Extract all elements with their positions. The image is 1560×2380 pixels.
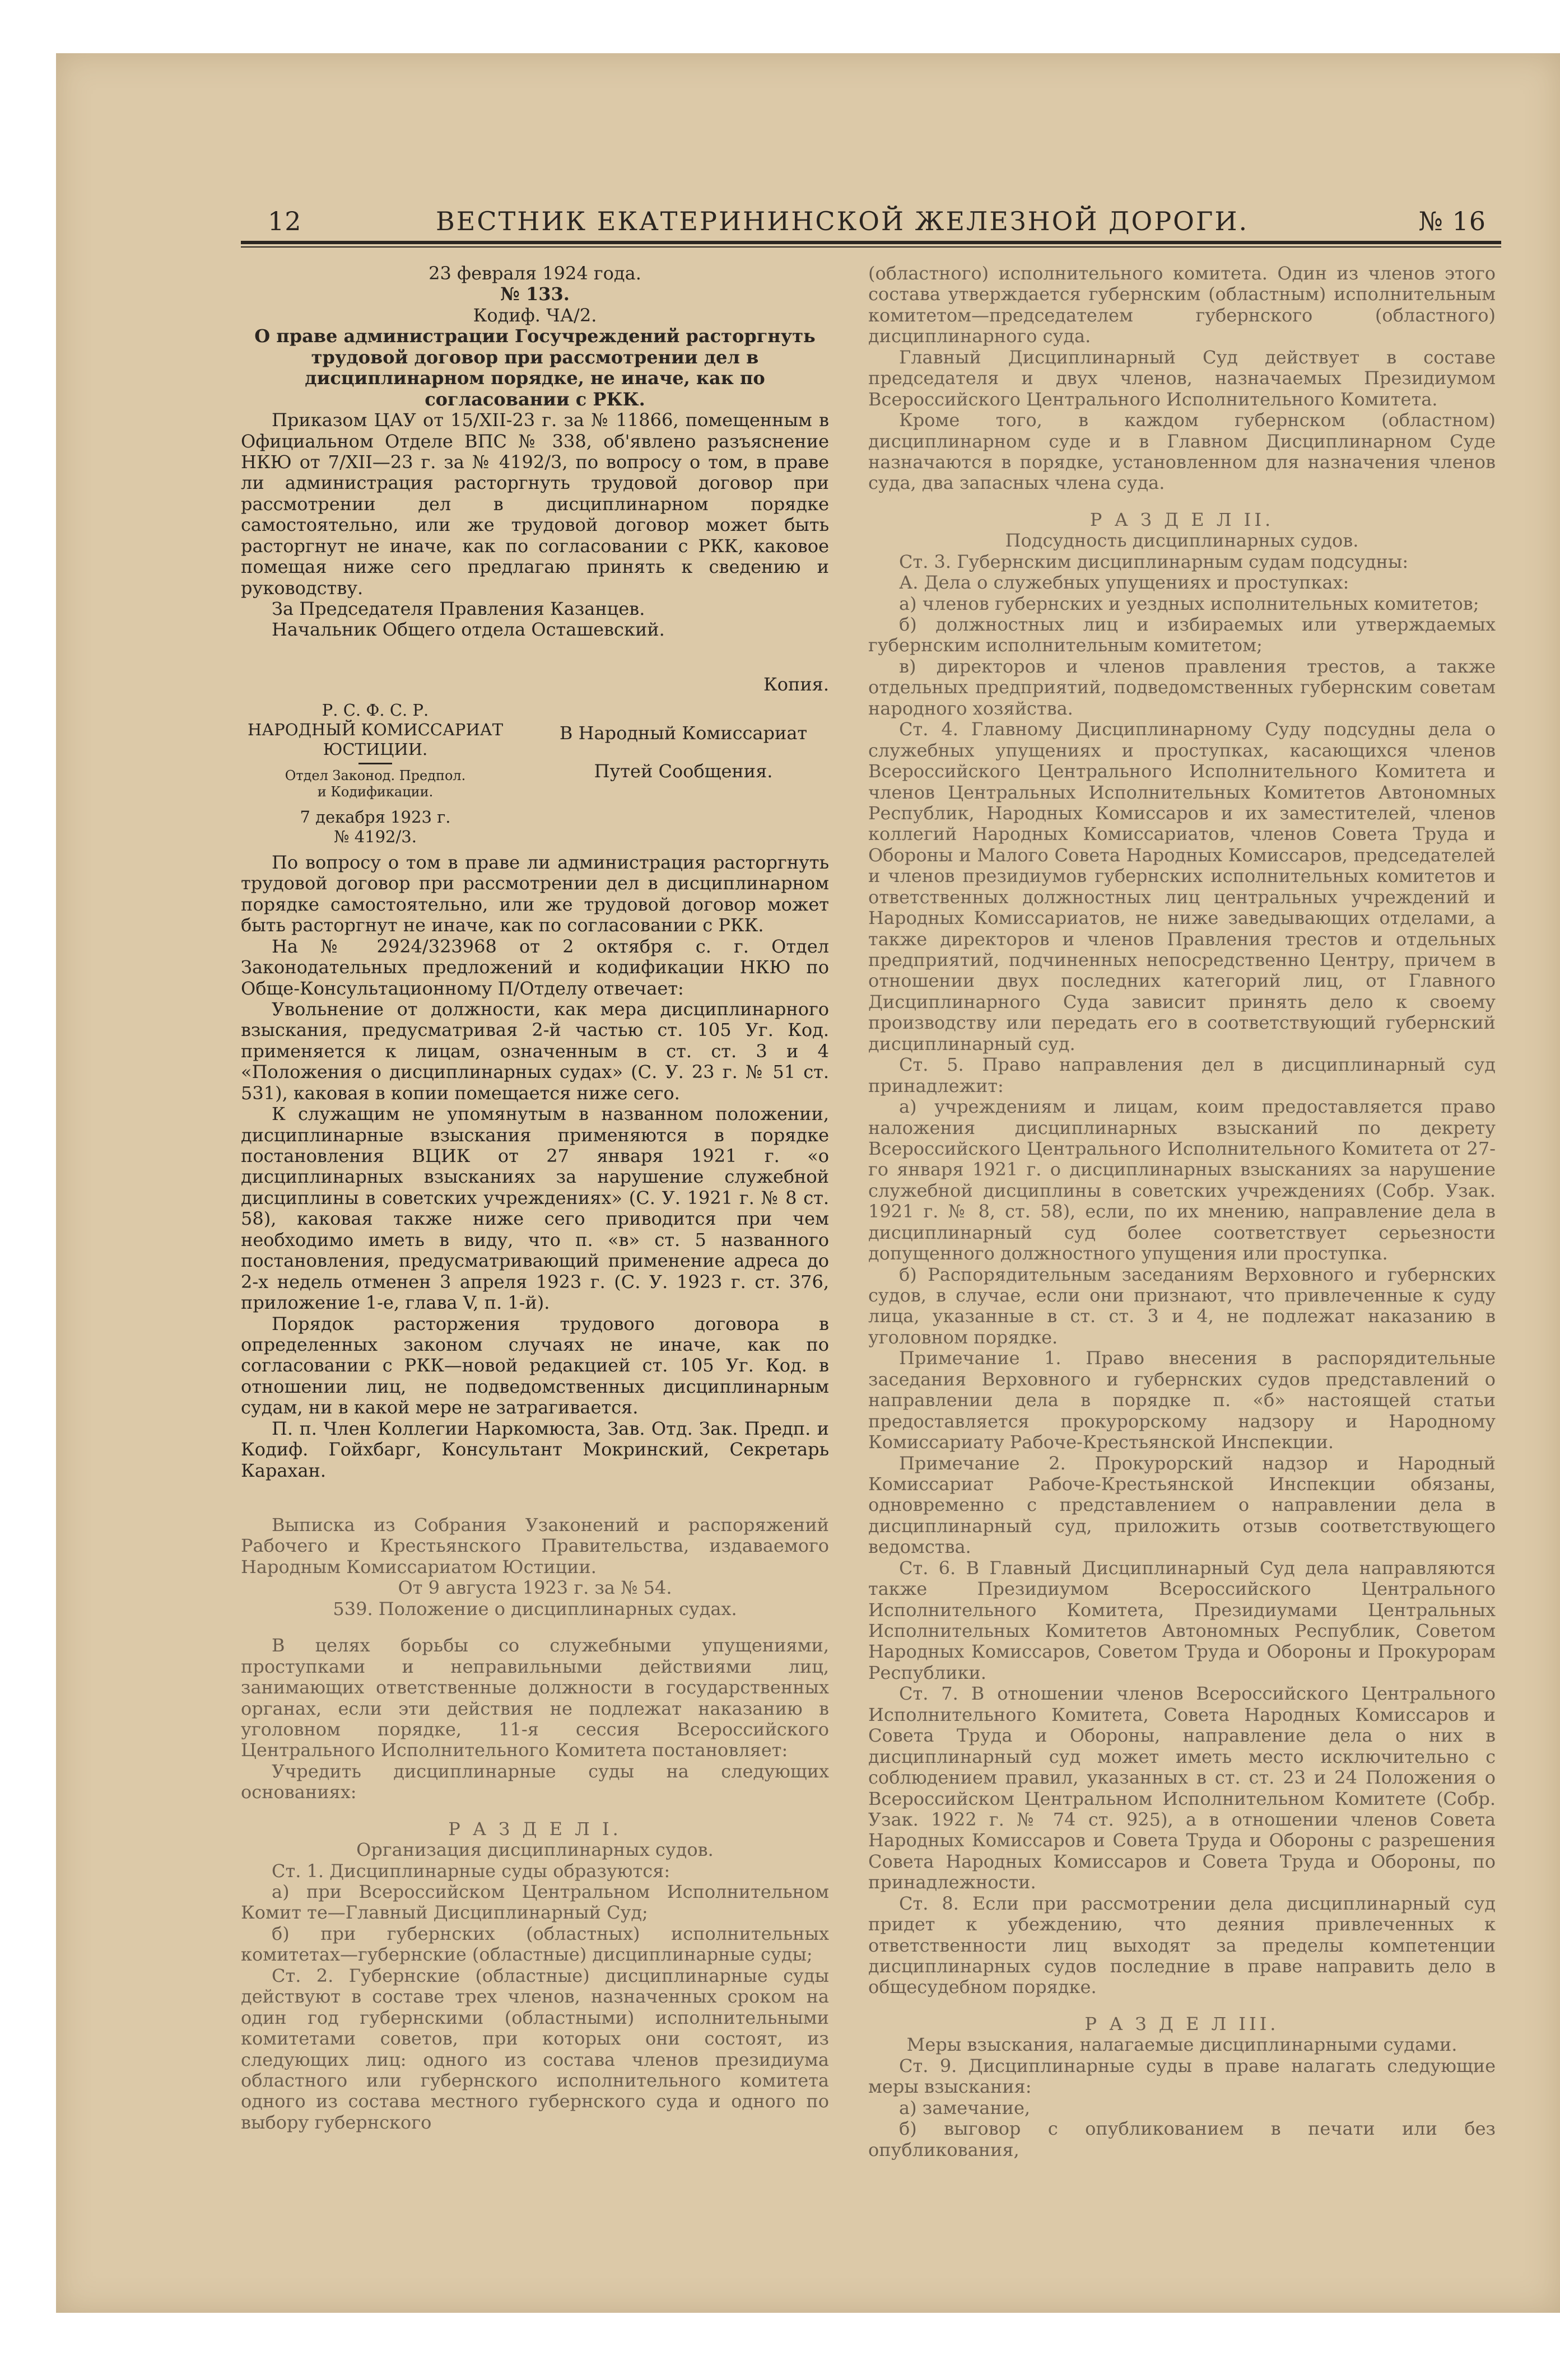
section-heading: Р А З Д Е Л III. (1084, 2013, 1279, 2034)
page-header (268, 206, 1486, 235)
paragraph: Приказом ЦАУ от 15/XII-23 г. за № 11866, помещенным в Официальном Отделе ВПС № 338, об'явлено разъяснение НКЮ от 7/XII—23 г. за № 4192/3, по вопросу о том, в праве ли администрация расторгнуть трудовой договор при рассмотрении дел в дисциплинарном порядке самостоятельно, или же трудовой договор может быть расторгнут не иначе, как по согласовании с РКК, каковое помещая ниже сего предлагаю принять к сведению и руководству. (241, 409, 829, 599)
letterhead-line: и Кодификации. (317, 783, 434, 800)
paragraph: б) должностных лиц и избираемых или утверждаемых губернским исполнительным комитетом; (868, 614, 1496, 656)
paragraph: Главный Дисциплинарный Суд действует в составе председателя и двух членов, назначаемых Президиумом Всероссийского Центрального Исполнительного Комитета. (868, 346, 1496, 410)
paragraph: А. Дела о служебных упущениях и проступках: (899, 572, 1349, 594)
letterhead-line: ЮСТИЦИИ. (323, 739, 428, 759)
paragraph: Ст. 1. Дисциплинарные суды образуются: (272, 1860, 670, 1882)
paragraph: 539. Положение о дисциплинарных судах. (333, 1598, 737, 1620)
paragraph: а) замечание, (899, 2097, 1031, 2118)
paragraph: Ст. 8. Если при рассмотрении дела дисциплинарный суд придет к убеждению, что деяния привлеченных к ответственности лиц выходят за пределы компетенции дисциплинарных судов последние в праве направить дело в общесудебном порядке. (868, 1892, 1496, 1998)
signature-chairman: За Председателя Правления Казанцев. (272, 598, 645, 619)
paragraph: Ст. 6. В Главный Дисциплинарный Суд дела направляются также Президиумом Всероссийского Центрального Исполнительного Комитета, Президиумами Центральных Исполнительных Комитетов Автономных Республик, Советом Народных Комиссаров, Советом Труда и Обороны и Прокурорам Республики. (868, 1557, 1496, 1683)
letterhead-divider (358, 763, 392, 764)
paragraph: а) членов губернских и уездных исполнительных комитетов; (899, 592, 1479, 614)
paragraph: К служащим не упомянутым в названном положении, дисциплинарные взыскания применяются в порядке постановления ВЦИК от 27 января 1921 г. «о дисциплинарных взысканиях за нарушение служебной дисциплины в советских учреждениях» (С. У. 1921 г. № 8 ст. 58), каковая также ниже сего приводится при чем необходимо иметь в виду, что п. «в» ст. 5 названного постановления, предусматривающий применение адреса до 2-х недель отменен 3 апреля 1923 г. (С. У. 1923 г. ст. 376, приложение 1-е, глава V, п. 1-й). (241, 1103, 829, 1314)
paragraph: Увольнение от должности, как мера дисциплинарного взыскания, предусматривая 2-й частью ст. 105 Уг. Код. применяется к лицам, означенным в ст. ст. 3 и 4 «Положения о дисциплинарных судах» (С. У. 23 г. № 51 ст. 531), каковая в копии помещается ниже сего. (241, 998, 829, 1104)
paragraph: П. п. Член Коллегии Наркомюста, Зав. Отд. Зак. Предп. и Кодиф. Гойхбарг, Консультант Мокринский, Секретарь Карахан. (241, 1417, 829, 1481)
section-heading: Р А З Д Е Л II. (1089, 508, 1274, 530)
paragraph: В целях борьбы со служебными упущениями, проступками и неправильными действиями лиц, занимающих ответственные должности в государственных органах, если эти действия не подлежат наказанию в уголовном порядке, 11-я сессия Всероссийского Центрального Исполнительного Комитета постановляет: (241, 1635, 829, 1761)
paragraph: Учредить дисциплинарные суды на следующих основаниях: (241, 1760, 829, 1803)
paragraph: Ст. 7. В отношении членов Всероссийского Центрального Исполнительного Комитета, Совета Народных Комиссаров и Совета Труда и Обороны, направление дела о них в дисциплинарный суд может иметь место исключительно с соблюдением правил, указанных в ст. ст. 23 и 24 Положения о Всероссийском Центральном Исполнительном Комитете (Собр. Узак. 1922 г. № 74 ст. 925), а в отношении членов Совета Народных Комиссаров и Совета Труда и Обороны с разрешения Совета Народных Комиссаров и Совета Труда и Обороны, по принадлежности. (868, 1683, 1496, 1893)
paragraph: Ст. 3. Губернским дисциплинарным судам подсудны: (899, 550, 1409, 572)
paragraph: а) при Всероссийском Центральном Исполнительном Комит те—Главный Дисциплинарный Суд; (241, 1881, 829, 1924)
paragraph: Ст. 9. Дисциплинарные суды в праве налагать следующие меры взыскания: (868, 2055, 1496, 2098)
page-number: 12 (268, 206, 302, 236)
letterhead-block (241, 701, 829, 847)
paragraph: Кроме того, в каждом губернском (областном) дисциплинарном суде и в Главном Дисциплинарном Суде назначаются в порядке, установленном для назначения членов суда, два запасных члена суда. (868, 409, 1496, 494)
left-column (241, 263, 829, 2133)
issue-number: № 16 (1418, 206, 1486, 236)
order-code: Кодиф. ЧА/2. (473, 304, 597, 326)
paragraph: Выписка из Собрания Узаконений и распоряжений Рабочего и Крестьянского Правительства, издаваемого Народным Комиссариатом Юстиции. (241, 1514, 829, 1578)
paragraph: а) учреждениям и лицам, коим предоставляется право наложения дисциплинарных взысканий по декрету Всероссийского Центрального Исполнительного Комитета от 27-го января 1921 г. о дисциплинарных взысканиях за нарушение служебной дисциплины в советских учреждениях (Собр. Узак. 1921 г. № 8, ст. 58), если, по их мнению, направление дела в дисциплинарный суд более соответствует серьезности допущенного должностного упущения или проступка. (868, 1096, 1496, 1264)
paragraph: На № 2924/323968 от 2 октября с. г. Отдел Законодательных предложений и кодификации НКЮ по Обще-Консультационному П/Отделу отвечает: (241, 935, 829, 999)
paragraph: От 9 августа 1923 г. за № 54. (398, 1577, 672, 1599)
letterhead (241, 701, 510, 847)
addressee (538, 701, 829, 847)
header-rule-thin (241, 246, 1501, 248)
section-title: Меры взыскания, налагаемые дисциплинарными судами. (906, 2034, 1457, 2056)
paragraph: б) Распорядительным заседаниям Верховного и губернских судов, в случае, если они признают, что привлеченные к суду лица, указанные в ст. ст. 3 и 4, не подлежат наказанию в уголовном порядке. (868, 1263, 1496, 1348)
paragraph: Примечание 1. Право внесения в распорядительные заседания Верховного и губернских судов представлений о направлении дела в порядке п. «б» настоящей статьи предоставляется прокурорскому надзору и Народному Комиссариату Рабоче-Крестьянской Инспекции. (868, 1347, 1496, 1453)
addressee-line: Путей Сообщения. (594, 760, 773, 782)
paragraph: б) выговор с опубликованием в печати или без опубликования, (868, 2118, 1496, 2160)
paragraph: в) директоров и членов правления трестов, а также отдельных предприятий, подведомственных губернским советам народного хозяйства. (868, 655, 1496, 719)
paragraph: Ст. 5. Право направления дел в дисциплинарный суд принадлежит: (868, 1054, 1496, 1096)
letterhead-line: Р. С. Ф. С. Р. (322, 701, 429, 720)
paragraph: б) при губернских (областных) исполнительных комитетах—губернские (областные) дисциплинарные суды; (241, 1922, 829, 1966)
section-title: Подсудность дисциплинарных судов. (1005, 530, 1359, 552)
order-number: № 133. (500, 283, 570, 305)
copy-label: Копия. (763, 673, 829, 695)
signature-head: Начальник Общего отдела Осташевский. (272, 619, 665, 641)
addressee-line: В Народный Комиссариат (559, 722, 808, 744)
letterhead-number: № 4192/3. (334, 827, 417, 847)
newspaper-title: ВЕСТНИК ЕКАТЕРИНИНСКОЙ ЖЕЛЕЗНОЙ ДОРОГИ. (436, 206, 1249, 236)
paragraph: Порядок расторжения трудового договора в определенных законом случаях не иначе, как по согласовании с РКК—новой редакцией ст. 105 Уг. Код. в отношении лиц, не подведомственных дисциплинарным судам, ни в какой мере не затрагивается. (241, 1313, 829, 1418)
letterhead-line: Отдел Законод. Предпол. (285, 767, 466, 783)
paragraph: Примечание 2. Прокурорский надзор и Народный Комиссариат Рабоче-Крестьянской Инспекции обязаны, одновременно с представлением о направлении дела в дисциплинарный суд, приложить отзыв соответствующего ведомства. (868, 1452, 1496, 1558)
right-column (868, 263, 1496, 2160)
section-heading: Р А З Д Е Л I. (448, 1818, 622, 1840)
section-title: Организация дисциплинарных судов. (356, 1839, 714, 1861)
paragraph: (областного) исполнительного комитета. Один из членов этого состава утверждается губернским (областным) исполнительным комитетом—председателем губернского (областного) дисциплинарного суда. (868, 263, 1496, 347)
order-date: 23 февраля 1924 года. (429, 263, 641, 284)
letterhead-date: 7 декабря 1923 г. (300, 808, 451, 827)
letterhead-line: НАРОДНЫЙ КОМИССАРИАТ (247, 720, 504, 740)
paragraph: Ст. 2. Губернские (областные) дисциплинарные суды действуют в составе трех членов, назначенных сроком на один год губернскими (областными) исполнительными комитетами советов, при которых они состоят, из следующих лиц: одного из состава членов президиума областного или губернского исполнительного комитета одного из состава местного губернского суда и одного по выбору губернского (241, 1964, 829, 2133)
header-rule (241, 241, 1501, 244)
paragraph: Ст. 4. Главному Дисциплинарному Суду подсудны дела о служебных упущениях и проступках, касающихся членов Всероссийского Центрального Исполнительного Комитета и членов Центральных Исполнительных Комитетов Автономных Республик, Народных Комиссаров и их заместителей, членов коллегий Народных Комиссариатов, членов Совета Труда и Обороны и Малого Совета Народных Комиссаров, председателей и членов президиумов губернских исполнительных комитетов и ответственных должностных лиц центральных учреждений и Народных Комиссариатов, не ниже заведывающих отделами, а также директоров и членов Правления трестов и отдельных предприятий, подчиненных непосредственно Центру, причем в отношении двух последних категорий лиц, от Главного Дисциплинарного Суда зависит принять дело к своему производству или передать его в соответствующий губернский дисциплинарный суд. (868, 718, 1496, 1054)
paragraph: По вопросу о том в праве ли администрация расторгнуть трудовой договор при рассмотрении дел в дисциплинарном порядке самостоятельно, или же трудовой договор может быть расторгнут не иначе, как по согласовании с РКК. (241, 851, 829, 936)
order-headline: О праве администрации Госучреждений расторгнуть трудовой договор при рассмотрении дел в дисциплинарном порядке, не иначе, как по согласовании с РКК. (254, 325, 816, 410)
